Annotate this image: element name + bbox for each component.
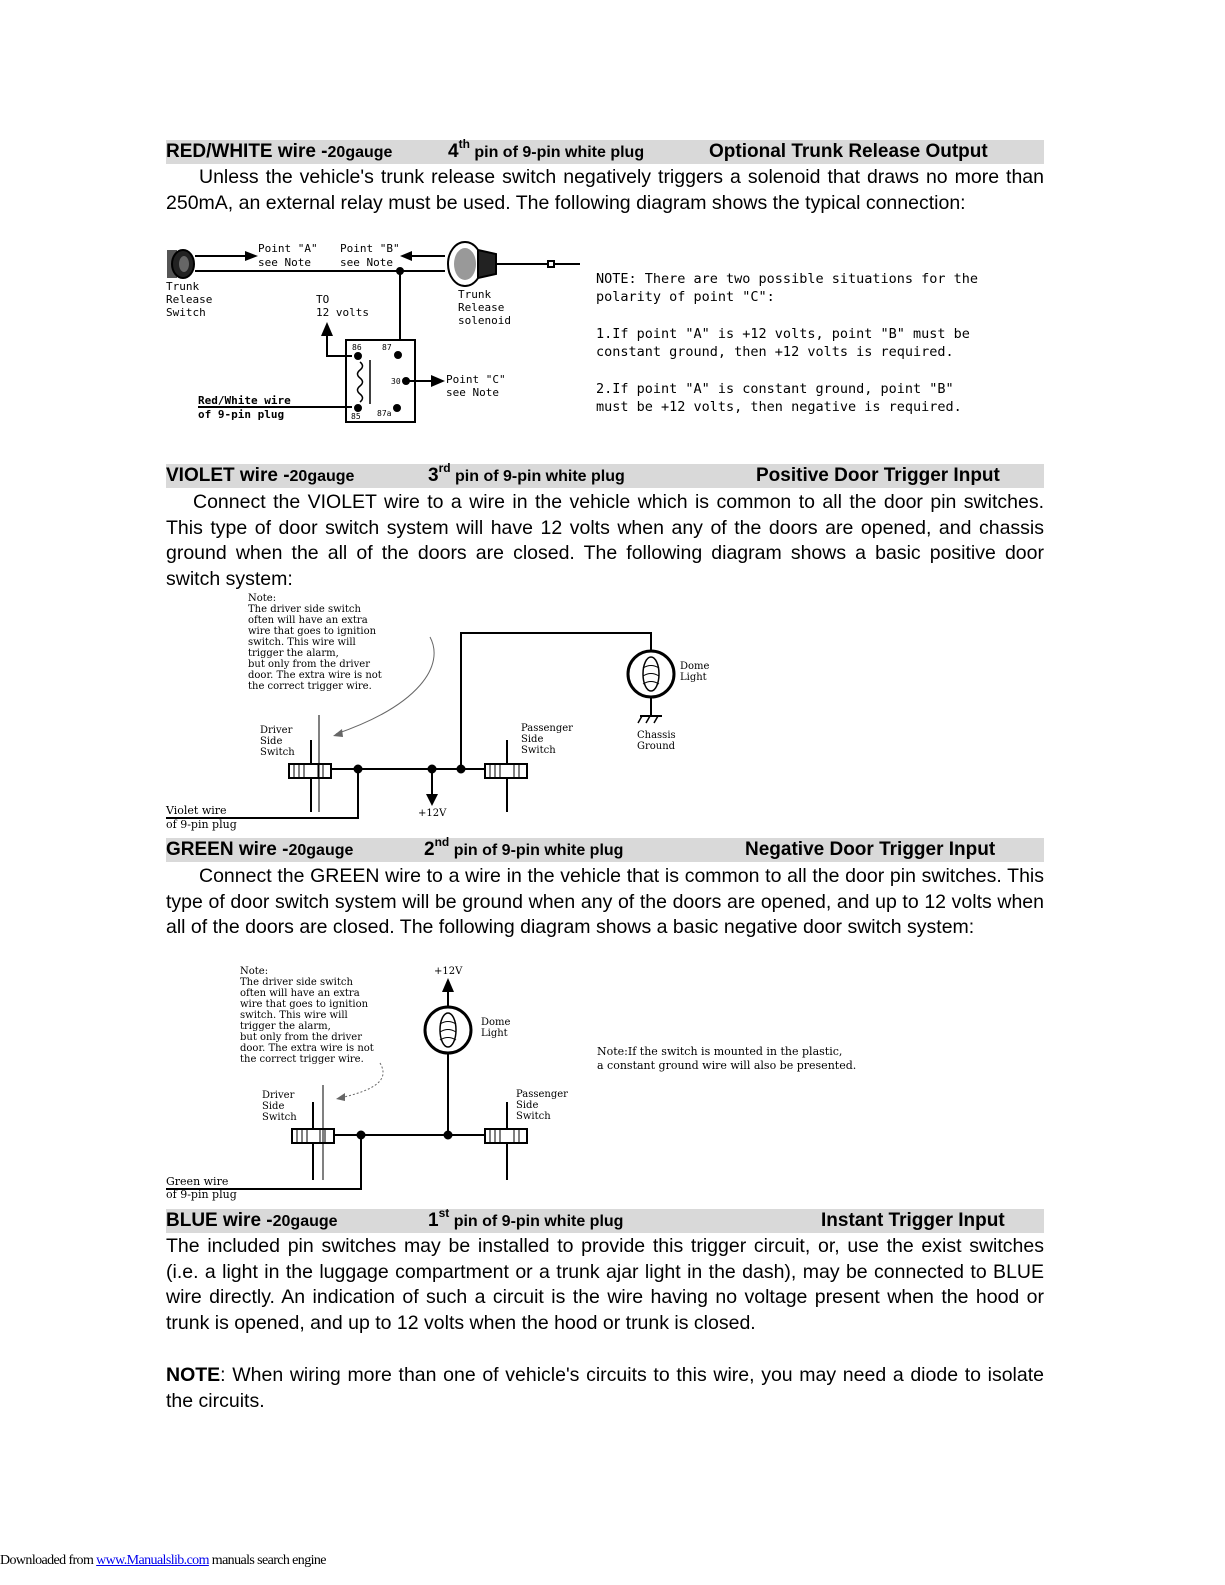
svg-text:Green wire: Green wire [166,1175,229,1188]
driver-side-switch-icon [292,1102,334,1180]
svg-text:trigger the alarm,: trigger the alarm, [248,648,339,659]
svg-text:but only from the driver: but only from the driver [240,1032,362,1043]
svg-text:30: 30 [391,377,401,386]
dome-light-icon [628,651,674,697]
wire-name: GREEN wire -20gauge [166,839,354,860]
diagram-trunk-release-note [596,271,978,415]
svg-text:Passenger: Passenger [516,1089,568,1100]
svg-text:87a: 87a [377,409,392,418]
wire-function: Instant Trigger Input [821,1210,1005,1231]
wire-function: Optional Trunk Release Output [709,141,988,162]
diagram-positive-door [166,633,674,818]
svg-text:a constant ground wire will al: a constant ground wire will also be presented. [597,1059,857,1072]
svg-text:often will have an extra: often will have an extra [240,988,360,999]
svg-text:of 9-pin plug: of 9-pin plug [166,818,237,831]
wire-name: BLUE wire -20gauge [166,1210,338,1231]
section-body-red-white: Unless the vehicle's trunk release switch negatively triggers a solenoid that draws no more than 250mA, an external relay must be used. The following diagram shows the typical connection: [166,166,1044,214]
svg-text:Dome: Dome [481,1017,511,1028]
wire-name: RED/WHITE wire -20gauge [166,141,393,162]
footer-suffix: manuals search engine [208,1553,326,1568]
svg-text:Point "A": Point "A" [258,242,318,255]
driver-side-switch-icon [289,740,331,812]
wire-name: VIOLET wire -20gauge [166,465,355,486]
trunk-release-switch-icon [167,250,194,278]
svg-text:NOTE: There are two possible s: NOTE: There are two possible situations for the [596,271,979,287]
note-blue: NOTE: When wiring more than one of vehicle's circuits to this wire, you may need a diode to isolate the circuits. [166,1364,1044,1412]
svg-text:door. The extra wire is not: door. The extra wire is not [248,670,382,681]
svg-text:Release: Release [166,293,213,306]
footer [0,1553,326,1569]
svg-text:+12V: +12V [434,966,463,977]
svg-text:Switch: Switch [166,306,206,319]
svg-text:often will have an extra: often will have an extra [248,615,368,626]
svg-text:The driver side switch: The driver side switch [248,604,361,615]
svg-text:Note:: Note: [248,593,277,604]
svg-text:Light: Light [680,672,707,683]
svg-text:of 9-pin plug: of 9-pin plug [166,1188,237,1201]
svg-text:87: 87 [382,343,392,352]
svg-text:see Note: see Note [258,256,311,269]
svg-text:constant ground, then +12 volt: constant ground, then +12 volts is required. [596,344,954,360]
svg-text:the correct trigger wire.: the correct trigger wire. [248,681,372,692]
svg-text:Driver: Driver [260,725,293,736]
section-body-blue: The included pin switches may be installed to provide this trigger circuit, or, use the exist switches (i.e. a light in the luggage compartment or a trunk ajar light in the dash), may be connected to BLUE wire directly. An indication of such a circuit is the wire having no voltage present when the hood or trunk is opened, and up to 12 volts when the hood or trunk is closed. [166,1235,1044,1334]
svg-text:of 9-pin plug: of 9-pin plug [198,408,285,421]
svg-text:Trunk: Trunk [166,280,200,293]
svg-text:but only from the driver: but only from the driver [248,659,370,670]
svg-text:+12V: +12V [418,808,447,819]
section-body-violet: Connect the VIOLET wire to a wire in the vehicle which is common to all the door pin switches. This type of door switch system will have 12 volts when any of the doors are opened, and chassis ground when the all of the doors are closed. The following diagram shows a basic positive door switch system: [166,491,1044,590]
pin-info: 2nd pin of 9-pin white plug [424,835,624,860]
footer-prefix: Downloaded from [0,1553,97,1568]
svg-text:1.If point "A" is +12 volts, p: 1.If point "A" is +12 volts, point "B" must be [596,326,970,342]
svg-text:Release: Release [458,301,505,314]
dome-light-icon [425,1007,471,1053]
svg-text:Side: Side [262,1101,285,1112]
svg-text:Note:: Note: [240,966,269,977]
svg-text:see Note: see Note [340,256,393,269]
svg-text:solenoid: solenoid [458,314,511,327]
svg-text:85: 85 [351,412,361,421]
wire-function: Negative Door Trigger Input [745,839,996,860]
section-body-green: Connect the GREEN wire to a wire in the vehicle that is common to all the door pin switches. This type of door switch system will be ground when any of the doors are opened, and up to 12 volts when all of the doors are closed. The following diagram shows a basic negative door switch system: [166,865,1044,939]
svg-text:Switch: Switch [262,1112,297,1123]
trunk-release-solenoid-icon [448,242,580,286]
svg-text:see Note: see Note [446,386,499,399]
svg-text:The driver side switch: The driver side switch [240,977,353,988]
svg-text:Switch: Switch [516,1111,551,1122]
svg-text:Side: Side [260,736,283,747]
svg-text:Violet wire: Violet wire [166,804,227,817]
svg-text:Light: Light [481,1028,508,1039]
chassis-ground-icon [638,716,662,723]
svg-text:Side: Side [521,734,544,745]
svg-text:Ground: Ground [637,741,676,752]
svg-text:Passenger: Passenger [521,723,573,734]
svg-text:wire that goes to ignition: wire that goes to ignition [248,626,377,637]
svg-text:86: 86 [352,343,362,352]
svg-text:Trunk: Trunk [458,288,492,301]
pin-info: 1st pin of 9-pin white plug [428,1206,624,1231]
wire-function: Positive Door Trigger Input [756,465,1000,486]
pin-info: 4th pin of 9-pin white plug [448,137,645,162]
svg-text:the correct trigger wire.: the correct trigger wire. [240,1054,364,1065]
svg-text:Side: Side [516,1100,539,1111]
svg-text:Note:If the switch is mounted: Note:If the switch is mounted in the plastic, [597,1045,843,1058]
svg-text:polarity of point "C":: polarity of point "C": [596,289,775,305]
svg-text:door. The extra wire is not: door. The extra wire is not [240,1043,374,1054]
svg-text:Point "B": Point "B" [340,242,400,255]
pin-info: 3rd pin of 9-pin white plug [428,461,625,486]
svg-text:wire that goes to ignition: wire that goes to ignition [240,999,369,1010]
svg-text:Switch: Switch [521,745,556,756]
svg-text:switch. This wire will: switch. This wire will [248,637,356,648]
manualslib-link[interactable]: www.Manualslib.com [96,1553,209,1568]
svg-text:Red/White wire: Red/White wire [198,394,291,407]
svg-text:Point "C": Point "C" [446,373,506,386]
svg-text:trigger the alarm,: trigger the alarm, [240,1021,331,1032]
diagram-negative-door-labels [166,966,856,1201]
svg-text:2.If point "A" is constant gro: 2.If point "A" is constant ground, point "B" [596,381,954,397]
svg-text:Driver: Driver [262,1090,295,1101]
svg-text:Dome: Dome [680,661,710,672]
svg-text:switch. This wire will: switch. This wire will [240,1010,348,1021]
svg-text:12 volts: 12 volts [316,306,369,319]
svg-text:Chassis: Chassis [637,730,676,741]
svg-text:TO: TO [316,293,330,306]
svg-text:must be +12 volts, then negati: must be +12 volts, then negative is required. [596,399,962,415]
svg-text:Switch: Switch [260,747,295,758]
